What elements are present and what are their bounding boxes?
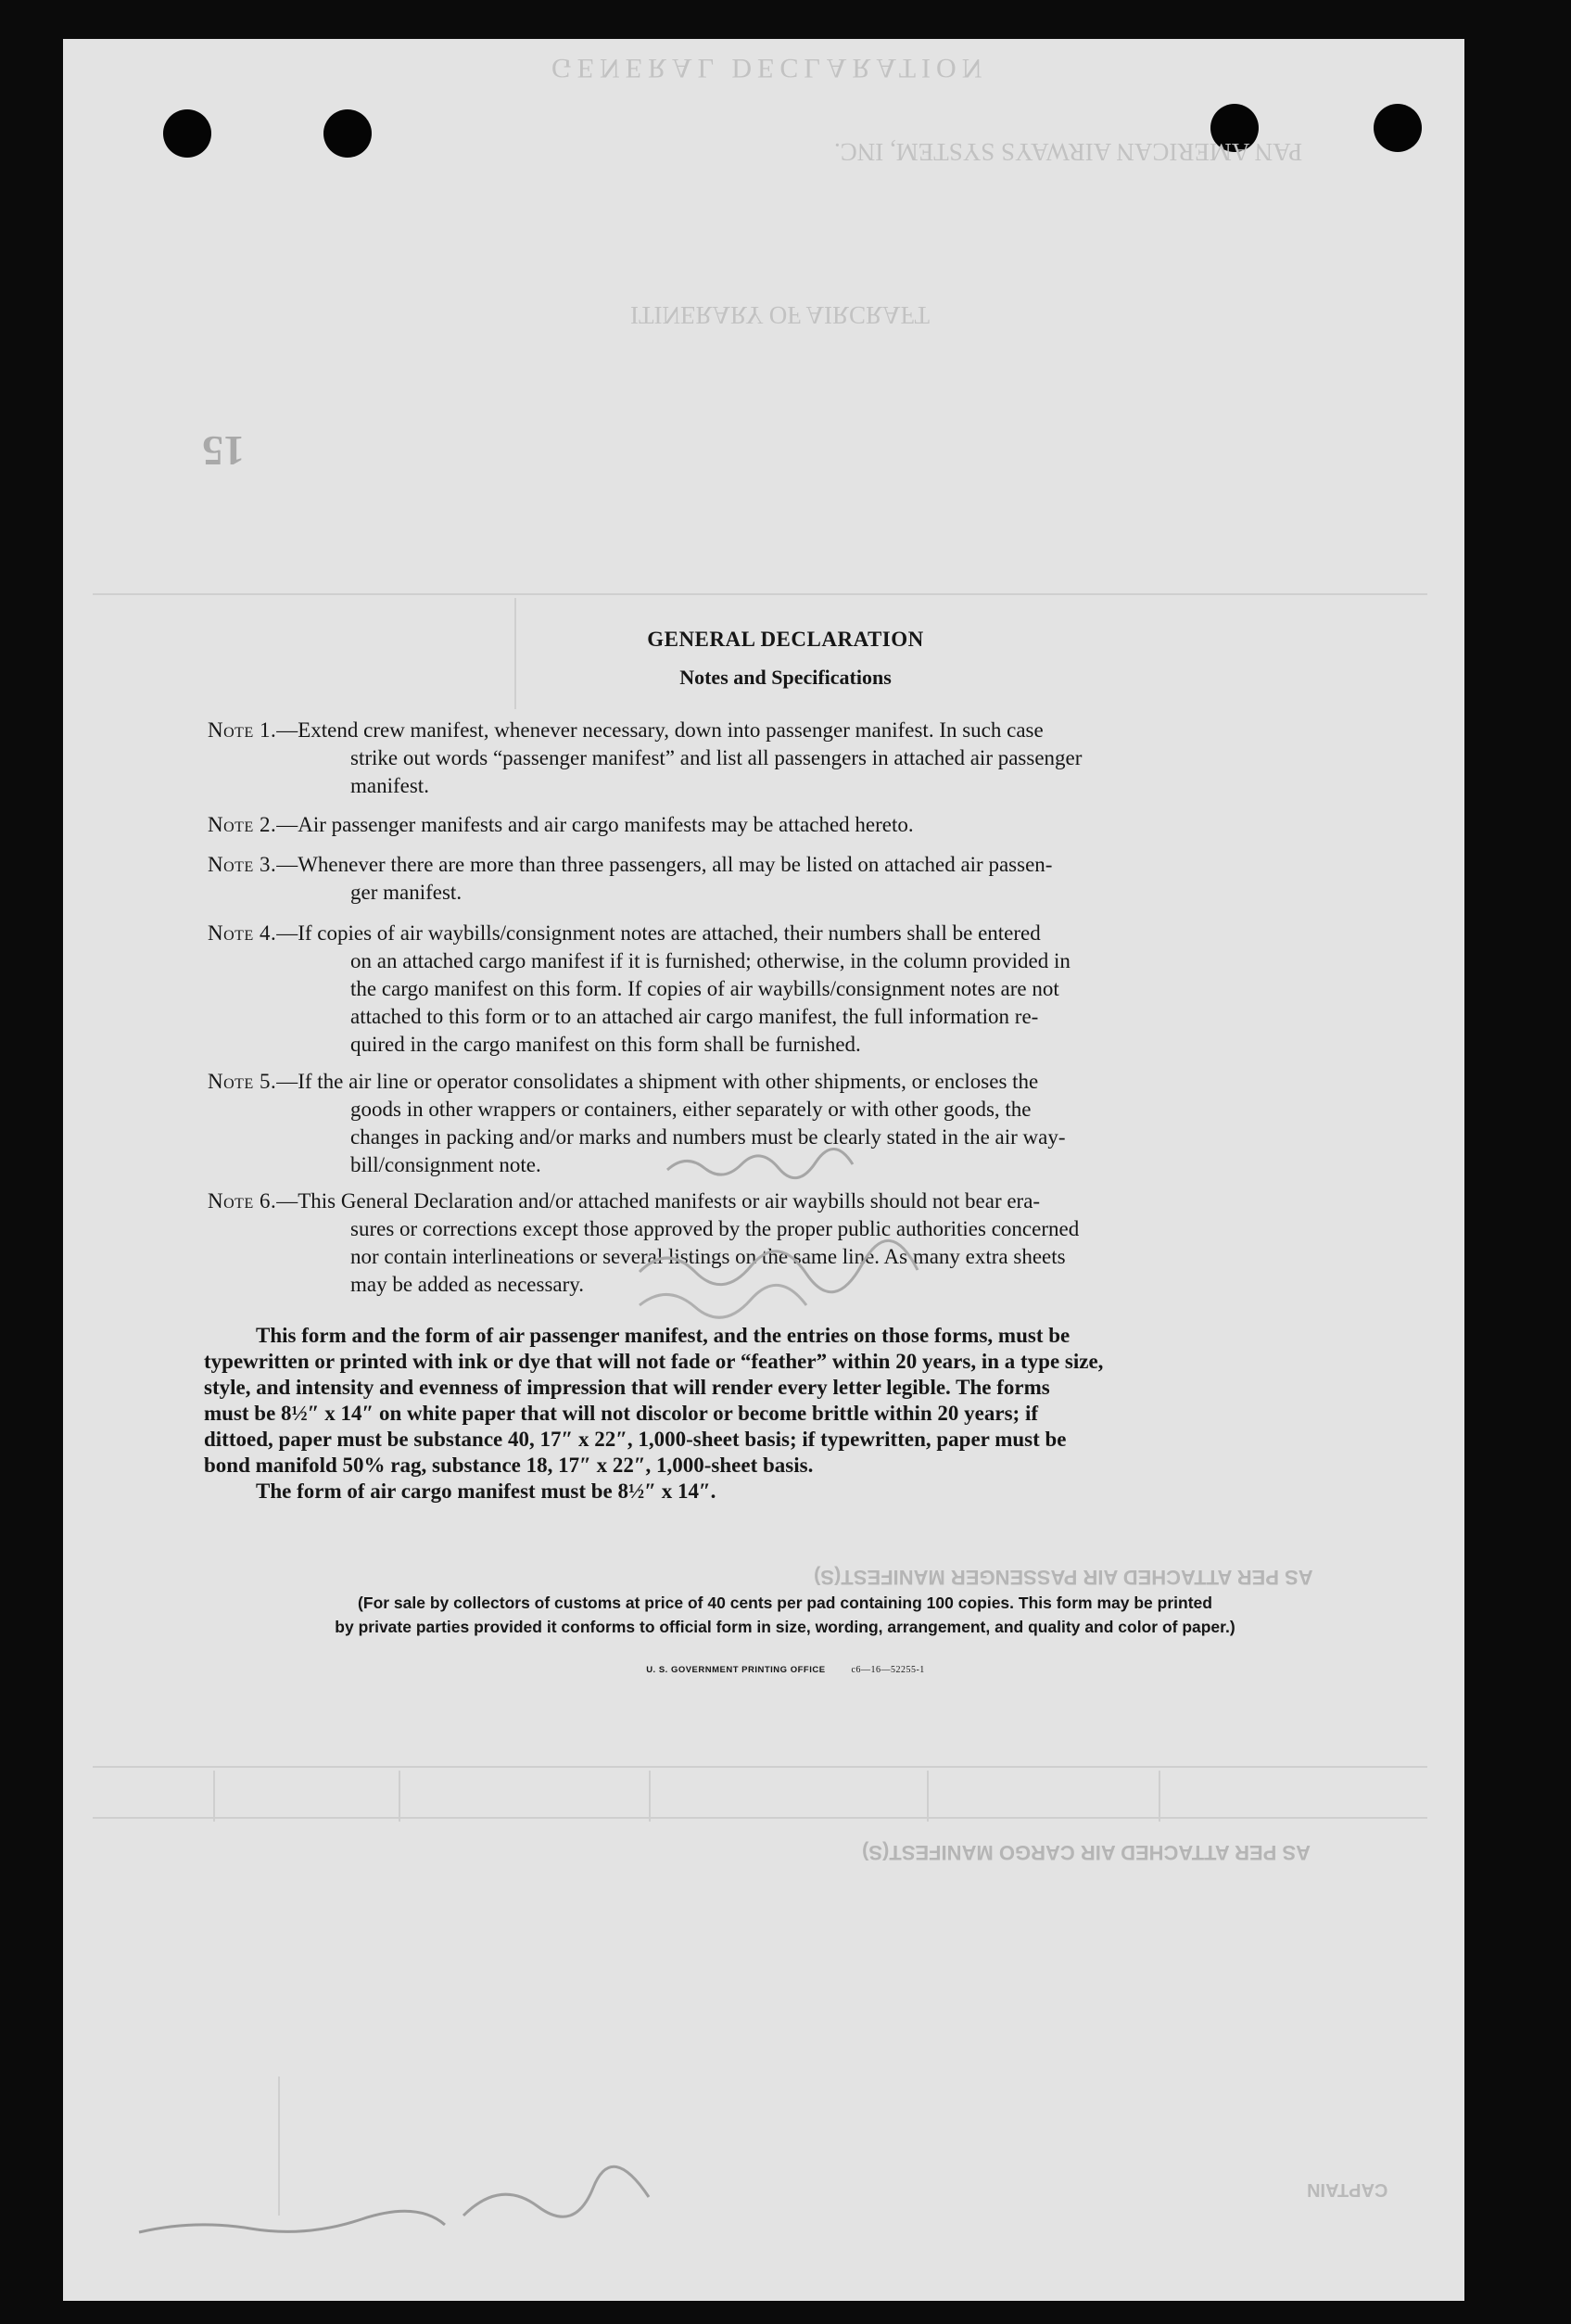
note-text: —If copies of air waybills/consignment notes are attached, their numbers shall be entered <box>276 921 1041 945</box>
note-text: ger manifest. <box>350 881 462 904</box>
gpo-number: c6—16—52255-1 <box>851 1665 925 1675</box>
note-text: manifest. <box>350 774 429 797</box>
note-text: bill/consignment note. <box>350 1153 541 1176</box>
paragraph-line: The form of air cargo manifest must be 8½″ x 14″. <box>256 1479 716 1503</box>
bleed-passenger-banner: AS PER ATTACHED AIR PASSENGER MANIFEST(S) <box>814 1566 1313 1589</box>
page-subtitle: Notes and Specifications <box>679 666 892 689</box>
note-label: Note 1. <box>208 718 277 742</box>
note-text: goods in other wrappers or containers, either separately or with other goods, the <box>350 1098 1032 1121</box>
paragraph-line: style, and intensity and evenness of impression that will render every letter legible. The forms <box>204 1376 1050 1399</box>
page-title: GENERAL DECLARATION <box>647 628 924 651</box>
note-text: —Extend crew manifest, whenever necessary, down into passenger manifest. In such case <box>276 718 1044 742</box>
note-text: attached to this form or to an attached air cargo manifest, the full information re- <box>350 1005 1039 1028</box>
note-label: Note 3. <box>208 853 277 876</box>
note-label: Note 4. <box>208 921 277 945</box>
note-text: may be added as necessary. <box>350 1273 585 1296</box>
bleed-cargo-banner: AS PER ATTACHED AIR CARGO MANIFEST(S) <box>862 1841 1311 1864</box>
gpo-office: U. S. GOVERNMENT PRINTING OFFICE <box>646 1665 826 1675</box>
paragraph-line: This form and the form of air passenger manifest, and the entries on those forms, must be <box>256 1324 1071 1347</box>
note-text: changes in packing and/or marks and numbers must be clearly stated in the air way- <box>350 1125 1066 1149</box>
note-label: Note 5. <box>208 1070 277 1093</box>
paragraph-line: must be 8½″ x 14″ on white paper that will not discolor or become brittle within 20 years; if <box>204 1402 1038 1425</box>
bleed-airline: PAN AMERICAN AIRWAYS SYSTEM, INC. <box>834 138 1303 166</box>
paragraph-line: dittoed, paper must be substance 40, 17″ x 22″, 1,000-sheet basis; if typewritten, paper must be <box>204 1428 1067 1451</box>
sale-note-line: by private parties provided it conforms to official form in size, wording, arrangement, and quality and color of paper.) <box>335 1618 1235 1636</box>
note-text: —Air passenger manifests and air cargo manifests may be attached hereto. <box>276 813 914 836</box>
note-text: quired in the cargo manifest on this form shall be furnished. <box>350 1033 861 1056</box>
note-text: the cargo manifest on this form. If copies of air waybills/consignment notes are not <box>350 977 1059 1000</box>
note-label: Note 2. <box>208 813 277 836</box>
note-text: —If the air line or operator consolidates a shipment with other shipments, or encloses the <box>276 1070 1039 1093</box>
note-text: —This General Declaration and/or attached manifests or air waybills should not bear era- <box>276 1189 1041 1213</box>
note-label: Note 6. <box>208 1189 277 1213</box>
note-text: sures or corrections except those approved by the proper public authorities concerned <box>350 1217 1080 1240</box>
bleed-captain: CAPTAIN <box>1307 2179 1388 2200</box>
paragraph-line: typewritten or printed with ink or dye that will not fade or “feather” within 20 years, in a type size, <box>204 1350 1104 1373</box>
bleed-header: GENERAL DECLARATION <box>551 53 988 83</box>
note-text: —Whenever there are more than three passengers, all may be listed on attached air passen- <box>276 853 1053 876</box>
paragraph-line: bond manifold 50% rag, substance 18, 17″ x 22″, 1,000-sheet basis. <box>204 1454 814 1477</box>
note-text: on an attached cargo manifest if it is furnished; otherwise, in the column provided in <box>350 949 1071 972</box>
bleed-itinerary: ITINERARY OF AIRCRAFT <box>630 301 931 329</box>
bleed-page-number: 15 <box>202 427 245 475</box>
note-text: strike out words “passenger manifest” and list all passengers in attached air passenger <box>350 746 1083 769</box>
note-text: nor contain interlineations or several listings on the same line. As many extra sheets <box>350 1245 1066 1268</box>
sale-note-line: (For sale by collectors of customs at price of 40 cents per pad containing 100 copies. This form may be printed <box>358 1594 1212 1612</box>
